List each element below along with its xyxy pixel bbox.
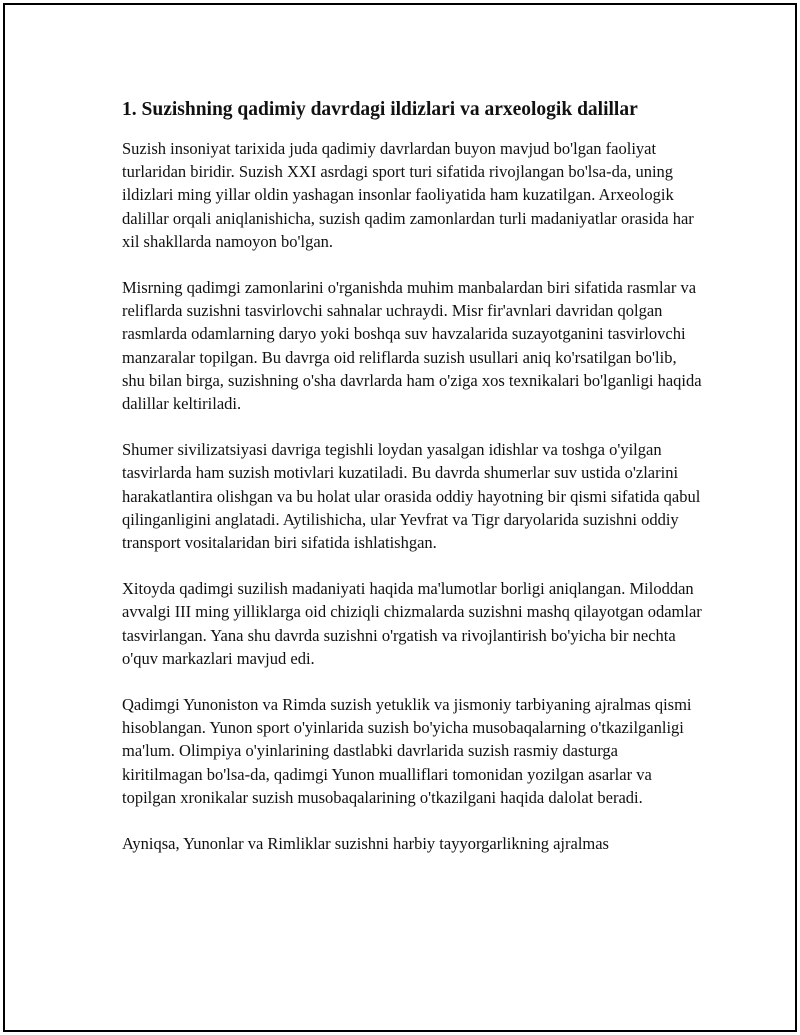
page-frame	[3, 3, 797, 1032]
paragraph-greece-rome: Qadimgi Yunoniston va Rimda suzish yetuklik va jismoniy tarbiyaning ajralmas qismi hisoblangan. Yunon sport o'yinlarida suzish bo'yicha musobaqalarning o'tkazilganligi ma'lum. Olimpiya o'yinlarining dastlabki davrlarida suzish rasmiy dasturga kiritilmagan bo'lsa-da, qadimgi Yunon mualliflari tomonidan yozilgan asarlar va topilgan xronikalar suzish musobaqalarining o'tkazilgani haqida dalolat beradi.	[122, 695, 692, 807]
paragraph-sumer: Shumer sivilizatsiyasi davriga tegishli loydan yasalgan idishlar va toshga o'yilgan tasvirlarda ham suzish motivlari kuzatiladi. Bu davrda shumerlar suv ustida o'zlarini harakatlantira olishgan va bu holat ular orasida oddiy hayotning bir qismi sifatida qabul qilinganligini anglatadi. Aytilishicha, ular Yevfrat va Tigr daryolarida suzishni oddiy transport vositalaridan biri sifatida ishlatishgan.	[122, 440, 701, 553]
paragraph-military: Ayniqsa, Yunonlar va Rimliklar suzishni harbiy tayyorgarlikning ajralmas	[122, 834, 609, 854]
section-heading: 1. Suzishning qadimiy davrdagi ildizlari va arxeologik dalillar	[122, 99, 638, 120]
paragraph-intro: Suzish insoniyat tarixida juda qadimiy davrlardan buyon mavjud bo'lgan faoliyat turlaridan biridir. Suzish XXI asrdagi sport turi sifatida rivojlangan bo'lsa-da, uning ildizlari ming yillar oldin yashagan insonlar faoliyatida ham kuzatilgan. Arxeologik dalillar orqali aniqlanishicha, suzish qadim zamonlardan turli madaniyatlar orasida har xil shakllarda namoyon bo'lgan.	[122, 139, 694, 251]
paragraph-egypt: Misrning qadimgi zamonlarini o'rganishda muhim manbalardan biri sifatida rasmlar va reliflarda suzishni tasvirlovchi sahnalar uchraydi. Misr fir'avnlari davridan qolgan rasmlarda odamlarning daryo yoki boshqa suv havzalarida suzayotganini tasvirlovchi manzaralar topilgan. Bu davrga oid reliflarda suzish usullari aniq ko'rsatilgan bo'lib, shu bilan birga, suzishning o'sha davrlarda ham o'ziga xos texnikalari bo'lganligi haqida dalillar keltiriladi.	[122, 278, 702, 414]
document-body	[122, 97, 702, 878]
paragraph-china: Xitoyda qadimgi suzilish madaniyati haqida ma'lumotlar borligi aniqlangan. Miloddan avvalgi III ming yilliklarga oid chiziqli chizmalarda suzishni mashq qilayotgan odamlar tasvirlangan. Yana shu davrda suzishni o'rgatish va rivojlantirish bo'yicha bir nechta o'quv markazlari mavjud edi.	[122, 579, 702, 668]
